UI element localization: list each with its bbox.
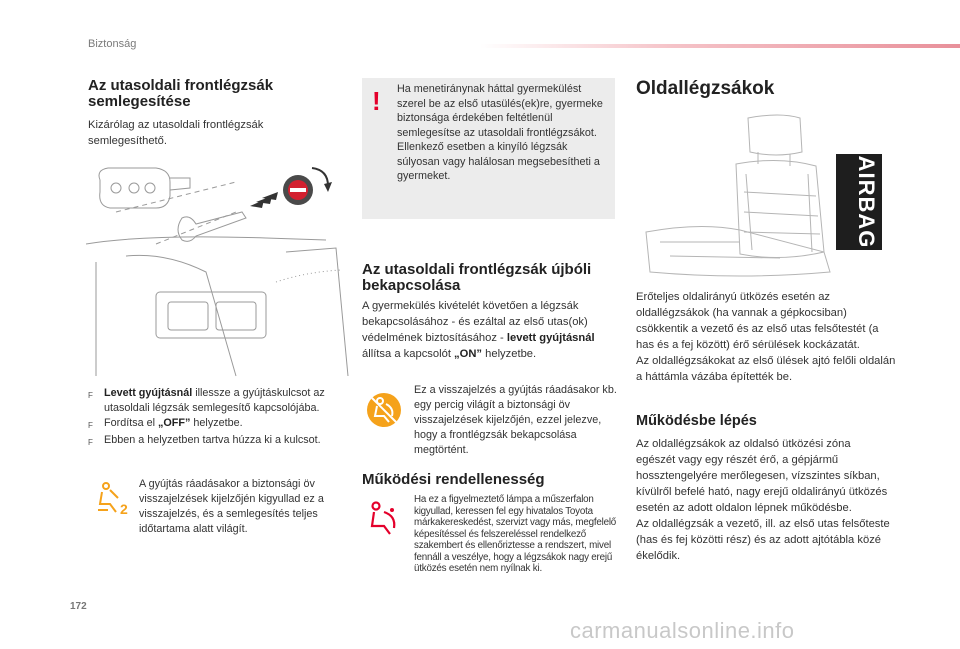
side-airbags-title: Oldallégzsákok xyxy=(636,78,775,99)
reactivation-title: Az utasoldali frontlégzsák újbóli bekapcsolása xyxy=(362,261,592,294)
bullet-marker: F xyxy=(88,421,93,430)
reactivation-text: A gyermekülés kivételét követően a légzsák bekapcsolásához - és ezáltal az első utas(ok) védelmének biztosításához - levett gyújtásnál állítsa a kapcsolót „ON” helyzetbe. xyxy=(362,300,595,360)
airbag-warning-icon xyxy=(366,500,406,540)
seatbelt-icon-label: 2 xyxy=(120,501,128,517)
airbag-on-indicator-icon xyxy=(366,392,402,428)
airbag-tag-label: AIRBAG xyxy=(854,155,879,249)
malfunction-title: Működési rendellenesség xyxy=(362,471,545,488)
activation-text: Az oldallégzsákok az oldalsó ütközési zóna egészét vagy egy részét érő, a gépjármű hossztengelyére merőlegesen, vízszintes síkban, kívülről befelé ható, nagy erejű oldalirányú ütközés esetén az adott oldalon lépnek működésbe. Az oldallégzsák a vezető, ill. az első utas felsőteste (has és fej közötti rész) és az adott ajtótábla közé ékelődik. xyxy=(636,438,890,562)
seatbelt-airbag-off-icon xyxy=(94,480,128,518)
deactivation-indicator-note: A gyújtás ráadásakor a biztonsági öv visszajelzések kijelzőjén kigyullad ez a visszajelzés, és a semlegesítés teljes időtartama alatt világít. xyxy=(139,478,324,535)
deactivation-intro: Kizárólag az utasoldali frontlégzsák semlegesíthető. xyxy=(88,119,264,147)
malfunction-text: Ha ez a figyelmeztető lámpa a műszerfalon kigyullad, keressen fel egy hivatalos Toyota márkakereskedést, szervizt vagy más, megfelelő képesítéssel és felszereléssel rendelkező szakembert és ellenőriztesse a rendszert, mivel fennáll a veszélye, hogy a légzsákok nagy erejű ütközés esetén nem nyílnak ki. xyxy=(414,494,617,574)
seat-airbag-illustration xyxy=(640,112,888,280)
bullet-marker: F xyxy=(88,391,93,400)
activation-subtitle: Működésbe lépés xyxy=(636,413,757,429)
warning-text: Ha menetiránynak háttal gyermekülést szerel be az első utasülés(ek)re, gyermeke biztonsága érdekében feltétlenül semlegesítse az utasoldali frontlégzsákot. Ellenkező esetben a kinyíló légzsák súlyosan vagy halálosan megsebesítheti a gyermeket. xyxy=(397,83,603,182)
deactivation-title: Az utasoldali frontlégzsák semlegesítése xyxy=(88,77,274,110)
watermark: carmanualsonline.info xyxy=(570,618,795,643)
reactivation-indicator-note: Ez a visszajelzés a gyújtás ráadásakor kb. egy percig világít a biztonsági öv visszajelzések kijelzőjén, ezzel jelezve, hogy a frontlégzsák bekapcsolása megtörtént. xyxy=(414,384,617,456)
page-number: 172 xyxy=(70,601,87,612)
warning-icon: ! xyxy=(372,86,381,116)
step-2: F Fordítsa el „OFF” helyzetbe. xyxy=(88,416,350,433)
key-switch-illustration xyxy=(86,152,352,378)
step-1: F Levett gyújtásnál illessze a gyújtáskulcsot az utasoldali légzsák semlegesítő kapcsolójába. xyxy=(88,387,325,414)
step-3: F Ebben a helyzetben tartva húzza ki a kulcsot. xyxy=(88,433,350,450)
side-airbags-intro: Erőteljes oldalirányú ütközés esetén az oldallégzsákok (ha vannak a gépkocsiban) csökkentik a vezető és az első utas felsőtestét (a has és a fej között) érő sérülések kockázatát. Az oldallégzsákokat az első ülések ajtó felőli oldalán a háttámla vázába építették be. xyxy=(636,291,896,383)
section-label: Biztonság xyxy=(88,38,137,50)
deactivation-steps xyxy=(88,386,350,450)
header-divider xyxy=(480,44,960,48)
bullet-marker: F xyxy=(88,438,93,447)
